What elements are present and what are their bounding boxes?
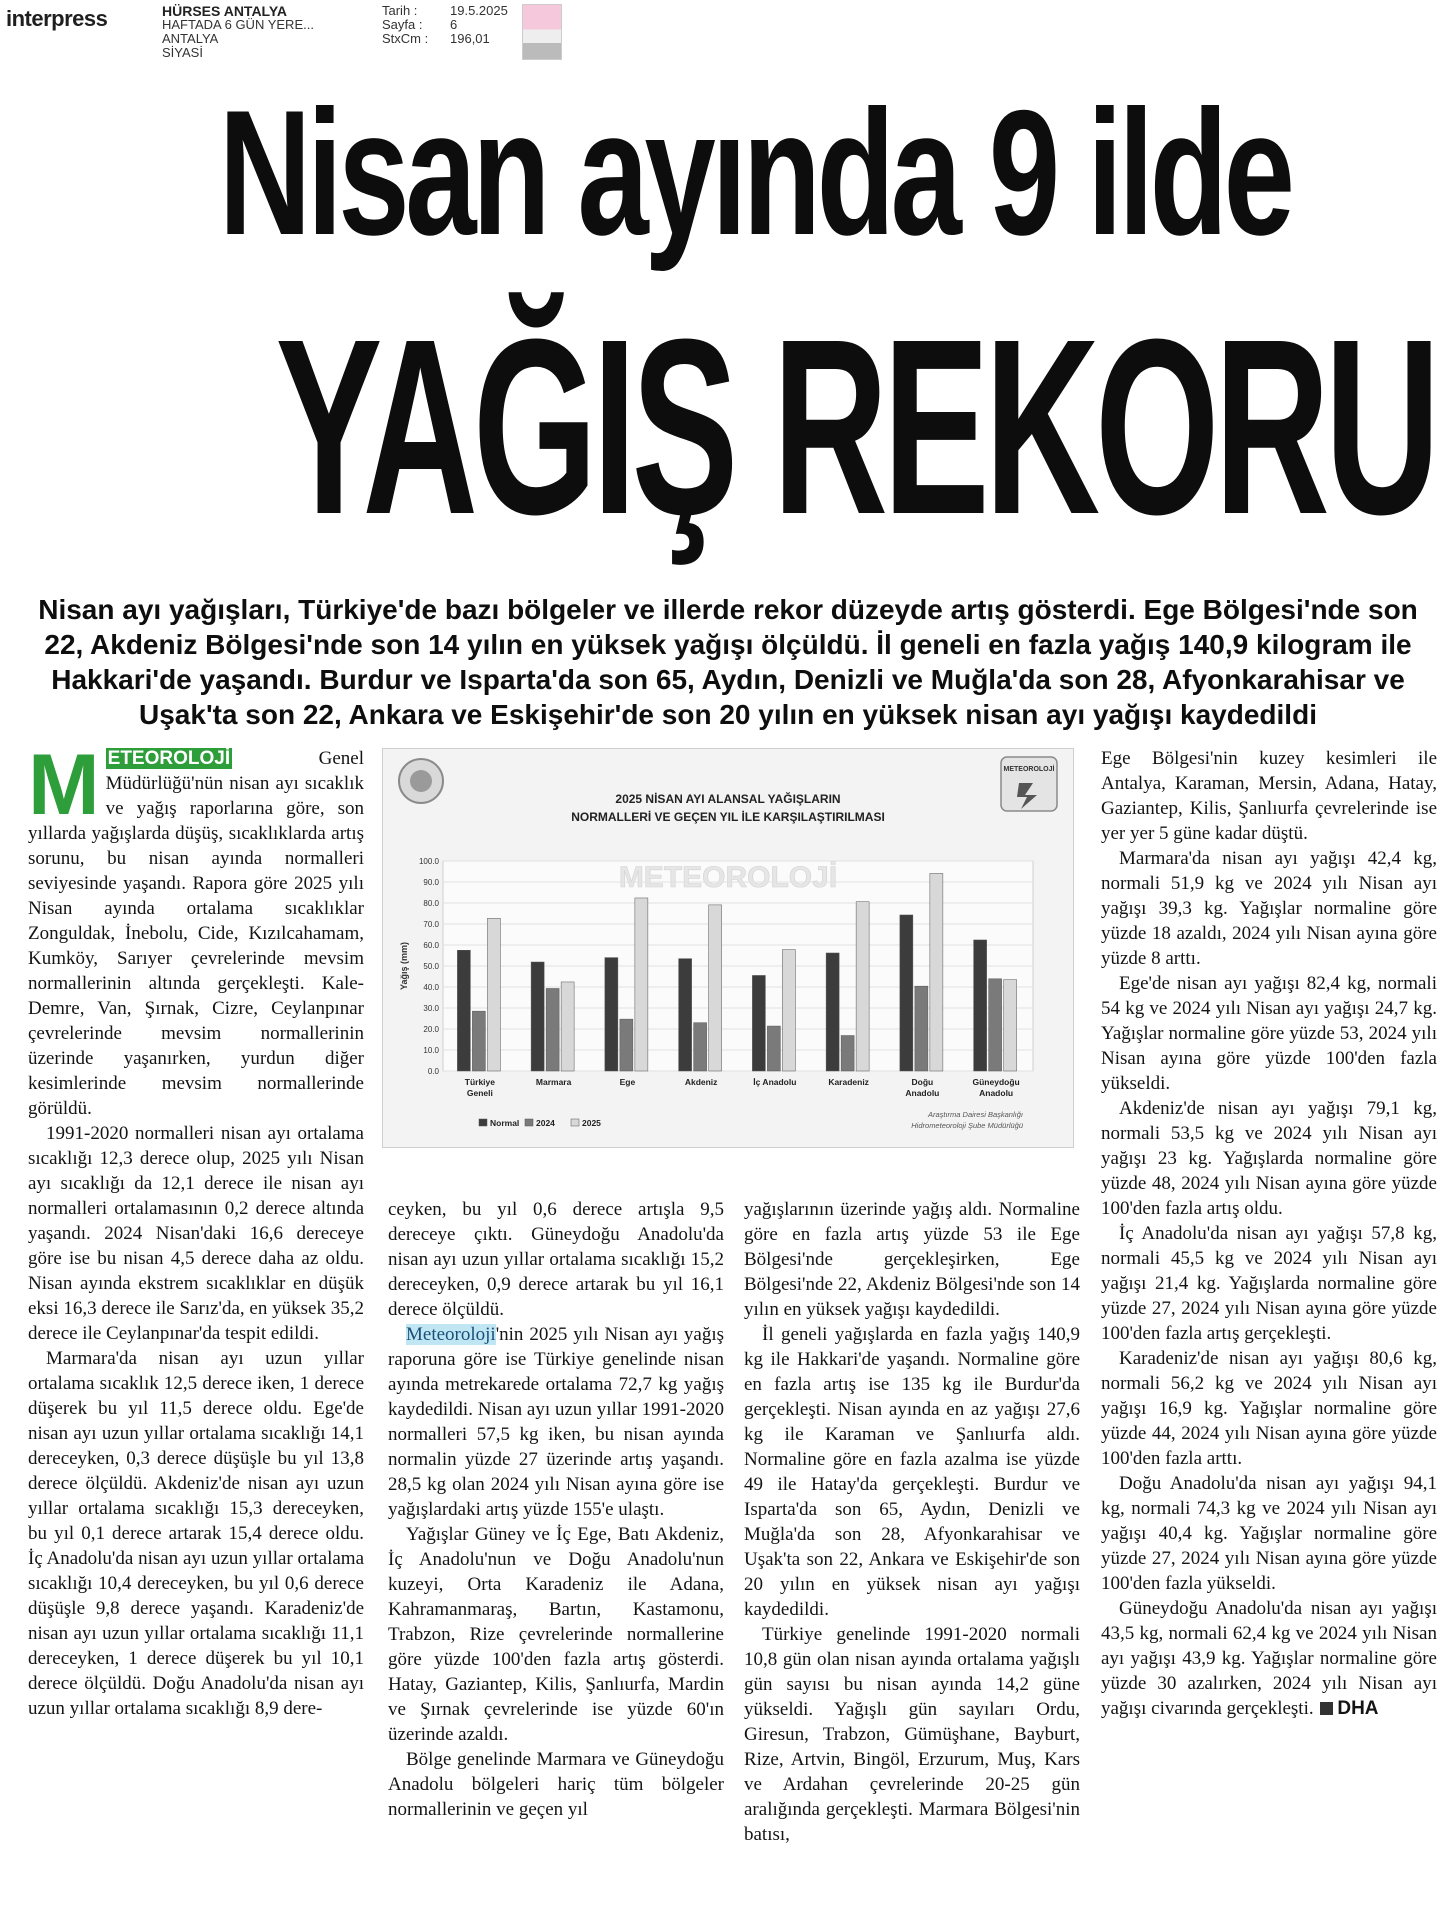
y-tick-label: 80.0 — [423, 899, 439, 908]
legend-swatch — [479, 1119, 487, 1126]
y-tick-label: 70.0 — [423, 920, 439, 929]
y-tick-label: 40.0 — [423, 983, 439, 992]
legend-label: Normal — [490, 1118, 520, 1128]
article-column-2 — [388, 1197, 724, 1822]
legend-label: 2025 — [582, 1118, 601, 1128]
chart-source-line: Hidrometeoroloji Şube Müdürlüğü — [911, 1121, 1023, 1130]
bar-2025 — [782, 950, 795, 1071]
bar-normal — [457, 950, 470, 1071]
headline-line-1: Nisan ayında 9 ilde — [218, 73, 1291, 272]
article-column-3 — [744, 1197, 1080, 1847]
article-paragraph: 1991-2020 normalleri nisan ayı ortalama sıcaklığı 12,3 derece olup, 2025 yılı Nisan ayı sıcaklığı da 12,1 derece ile nisan ayı normalleri ortalamasının 0,2 derece altında yaşandı. 2024 Nisan'daki 16,6 dereceye göre ise bu nisan 4,5 derece daha az oldu. Nisan ayında ekstrem sıcaklıklar en düşük eksi 16,3 derece ile Sarız'da, en yüksek 35,2 derece ile Ceylanpınar'da tespit edildi. — [28, 1123, 364, 1344]
legend-swatch — [525, 1119, 533, 1126]
x-tick-label: Karadeniz — [828, 1077, 869, 1087]
y-tick-label: 20.0 — [423, 1025, 439, 1034]
highlighted-word: Meteoroloji — [406, 1324, 496, 1345]
article-paragraph: Yağışlar Güney ve İç Ege, Batı Akdeniz, İç Anadolu'nun ve Doğu Anadolu'nun kuzeyi, Orta Karadeniz ile Adana, Kahramanmaraş, Bartın, Kastamonu, Trabzon, Rize çevrelerinde normallerine göre yüzde 100'den fazla artış gösterdi. Hatay, Gaziantep, Kilis, Şanlıurfa, Mardin ve Şırnak çevrelerinde ise yüzde 60'ın üzerinde azaldı. — [388, 1524, 724, 1745]
x-tick-label: Akdeniz — [684, 1077, 718, 1087]
mgm-emblem-center — [410, 770, 432, 792]
article-column-1 — [28, 737, 364, 1721]
article-paragraph: Türkiye genelinde 1991-2020 normali 10,8 gün olan nisan ayında ortalama yağışlı gün sayısı bu nisan ayında 14,2 güne yükseldi. Yağışlı gün sayıları Ordu, Giresun, Trabzon, Gümüşhane, Bayburt, Rize, Artvin, Bingöl, Erzurum, Muş, Kars ve Ardahan çevrelerinde 20-25 gün aralığında gerçekleşti. Marmara Bölgesi'nin batısı, — [744, 1624, 1080, 1845]
article-paragraph: Doğu Anadolu'da nisan ayı yağışı 94,1 kg, normali 74,3 kg ve 2024 yılı Nisan ayı yağışı 40,4 kg. Yağışlar normaline göre yüzde 27, 2024 yılı Nisan ayına göre yüzde 100'den fazla yükseldi. — [1101, 1473, 1437, 1594]
article-paragraph: Karadeniz'de nisan ayı yağışı 80,6 kg, normali 56,2 kg ve 2024 yılı Nisan ayı yağışı 16,9 kg. Yağışlar normaline göre yüzde 44, 2024 yılı Nisan ayına göre yüzde 100'den fazla arttı. — [1101, 1348, 1437, 1469]
legend-swatch — [571, 1119, 579, 1126]
bar-2025 — [856, 902, 869, 1071]
x-tick-label: Marmara — [535, 1077, 572, 1087]
article-paragraph: Akdeniz'de nisan ayı yağışı 79,1 kg, normali 53,5 kg ve 2024 yılı Nisan ayı yağışı 23 kg. Yağışlarda normaline göre yüzde 48, 2024 yılı Nisan ayına göre yüzde 100'den fazla artış oldu. — [1101, 1098, 1437, 1219]
article-paragraph: Bölge genelinde Marmara ve Güneydoğu Anadolu bölgeleri hariç tüm bölgeler normallerinin ve geçen yıl — [388, 1749, 724, 1820]
bar-normal — [679, 959, 692, 1071]
rainfall-chart — [382, 748, 1074, 1148]
y-tick-label: 30.0 — [423, 1004, 439, 1013]
lead-word: ETEOROLOJİ — [107, 748, 231, 769]
bar-2024 — [546, 988, 559, 1071]
paragraph-text: 'nin 2025 yılı Nisan ayı yağış raporuna göre ise Türkiye genelinde nisan ayında metrekarede ortalama 72,7 kg yağış kaydedildi. Nisan ayı uzun yıllar 1991-2020 normalleri 57,5 kg iken, bu nisan ayında normalin yüzde 27 üzerinde artış yaşandı. 28,5 kg olan 2024 yılı Nisan ayına göre ise yağışlardaki artış yüzde 155'e ulaştı. — [388, 1324, 724, 1520]
clipping-meta — [382, 4, 508, 46]
y-tick-label: 90.0 — [423, 878, 439, 887]
meta-value: 6 — [450, 17, 458, 32]
article-paragraph — [1101, 1596, 1437, 1721]
bar-normal — [605, 958, 618, 1071]
y-tick-label: 100.0 — [418, 857, 439, 866]
clipping-header — [0, 0, 1456, 70]
legend-label: 2024 — [536, 1118, 555, 1128]
article-column-4 — [1101, 746, 1437, 1721]
publication-info — [162, 4, 314, 60]
bar-2024 — [915, 986, 928, 1071]
bar-normal — [826, 953, 839, 1071]
logo-text: interpress — [6, 6, 108, 31]
article-paragraph — [388, 1322, 724, 1522]
meta-label: Sayfa : — [382, 17, 423, 32]
headline-line-2: YAĞIŞ REKORU — [275, 287, 1436, 566]
bar-2025 — [1004, 980, 1017, 1071]
chart-source-line: Araştırma Dairesi Başkanlığı — [927, 1110, 1023, 1119]
bar-2025 — [487, 918, 500, 1071]
chart-subtitle: NORMALLERİ VE GEÇEN YIL İLE KARŞILAŞTIRILMASI — [571, 810, 885, 824]
x-tick-label: Güneydoğu — [972, 1077, 1020, 1087]
article-paragraph: Ege Bölgesi'nin kuzey kesimleri ile Antalya, Karaman, Mersin, Adana, Hatay, Gaziantep, Kilis, Şanlıurfa çevrelerinde ise yer yer 5 güne kadar düştü. — [1101, 748, 1437, 844]
bar-normal — [531, 962, 544, 1071]
meta-row-page — [382, 18, 508, 32]
y-tick-label: 10.0 — [423, 1046, 439, 1055]
y-tick-label: 60.0 — [423, 941, 439, 950]
article-paragraph: Marmara'da nisan ayı yağışı 42,4 kg, normali 51,9 kg ve 2024 yılı Nisan ayı yağışı 39,3 kg. Yağışlar normaline göre yüzde 18 azaldı, 2024 yılı Nisan ayına göre yüzde 8 arttı. — [1101, 848, 1437, 969]
bar-normal — [752, 975, 765, 1071]
square-icon — [1320, 1702, 1333, 1715]
publication-name: HÜRSES ANTALYA — [162, 3, 287, 19]
x-tick-label: Anadolu — [905, 1088, 940, 1098]
x-tick-label: Doğu — [911, 1077, 934, 1087]
bar-normal — [974, 940, 987, 1071]
bar-2025 — [930, 873, 943, 1071]
bar-2024 — [989, 979, 1002, 1071]
bar-2024 — [472, 1011, 485, 1071]
y-tick-label: 0.0 — [427, 1067, 439, 1076]
x-tick-label: Türkiye — [464, 1077, 495, 1087]
bar-2024 — [841, 1036, 854, 1071]
publication-city: ANTALYA — [162, 31, 219, 46]
meta-value: 196,01 — [450, 31, 490, 46]
meta-row-date — [382, 4, 508, 18]
y-axis-label: Yağış (mm) — [399, 941, 409, 991]
logo-text: METEOROLOJİ — [1003, 766, 1055, 773]
meta-row-stxcm — [382, 32, 508, 46]
dropcap: M — [28, 737, 100, 833]
y-tick-label: 50.0 — [423, 962, 439, 971]
spot-text: Nisan ayı yağışları, Türkiye'de bazı bölgeler ve illerde rekor düzeyde artış gösterdi. Ege Bölgesi'nde son 22, Akdeniz Bölgesi'nde son 14 yılın en yüksek yağışı ölçüldü. İl geneli en fazla yağış 140,9 kilogram ile Hakkari'de yaşandı. Burdur ve Isparta'da son 65, Aydın, Denizli ve Muğla'da son 28, Afyonkarahisar ve Uşak'ta son 22, Ankara ve Eskişehir'de son 20 yılın en yüksek nisan ayı yağışı kaydedildi — [38, 594, 1418, 730]
agency-signature: DHA — [1337, 1698, 1379, 1719]
bar-2024 — [694, 1023, 707, 1071]
article-paragraph: ceyken, bu yıl 0,6 derece artışla 9,5 dereceye çıktı. Güneydoğu Anadolu'da nisan ayı uzun yıllar ortalama sıcaklığı 15,2 dereceyken, 0,9 derece artarak bu yıl 16,1 derece ölçüldü. — [388, 1199, 724, 1320]
chart-title: 2025 NİSAN AYI ALANSAL YAĞIŞLARIN — [615, 792, 841, 806]
article-paragraph: İç Anadolu'da nisan ayı yağışı 57,8 kg, normali 45,5 kg ve 2024 yılı Nisan ayı yağışı 21,4 kg. Yağışlarda normaline göre yüzde 27, 2024 yılı Nisan ayına göre yüzde 100'den fazla artış gerçekleşti. — [1101, 1223, 1437, 1344]
article-paragraph: Marmara'da nisan ayı uzun yıllar ortalama sıcaklık 12,5 derece iken, 1 derece düşerek bu yıl 11,5 derece oldu. Ege'de nisan ayı uzun yıllar ortalama sıcaklığı 14,1 dereceyken, 0,3 derece düşüşle bu yıl 13,8 derece ölçüldü. Akdeniz'de nisan ayı uzun yıllar ortalama sıcaklığı 15,3 dereceyken, bu yıl 0,1 derece artarak 15,4 derece oldu. İç Anadolu'da nisan ayı uzun yıllar ortalama sıcaklığı 10,4 dereceyken, bu yıl 0,6 derece düşüşle 9,8 derece yaşandı. Karadeniz'de nisan ayı uzun yıllar ortalama sıcaklığı 11,1 dereceyken, 1 derece düşerek bu yıl 10,1 derece ölçüldü. Doğu Anadolu'da nisan ayı uzun yıllar ortalama sıcaklığı 8,9 dere- — [28, 1348, 364, 1719]
bar-2024 — [620, 1019, 633, 1071]
bar-2025 — [561, 982, 574, 1071]
x-tick-label: İç Anadolu — [753, 1077, 797, 1087]
x-tick-label: Anadolu — [979, 1088, 1014, 1098]
bar-2025 — [709, 905, 722, 1071]
bar-2025 — [635, 898, 648, 1071]
x-tick-label: Geneli — [466, 1088, 493, 1098]
bar-normal — [900, 915, 913, 1071]
meta-label: StxCm : — [382, 31, 429, 46]
page-thumbnail[interactable] — [522, 4, 562, 60]
article-paragraph: yağışlarının üzerinde yağış aldı. Normaline göre en fazla artış yüzde 53 ile Ege Bölgesi'nde gerçekleşirken, Ege Bölgesi'nde 22, Akdeniz Bölgesi'nde son 14 yılın en yüksek yağışı kaydedildi. — [744, 1199, 1080, 1320]
rainfall-chart-svg — [383, 749, 1073, 1147]
paragraph-text: Güneydoğu Anadolu'da nisan ayı yağışı 43,5 kg, normali 62,4 kg ve 2024 yılı Nisan ayı yağışı 43,9 kg. Yağışlar normaline göre yüzde 30 azalırken, 2024 yılı Nisan ayı yağışı civarında gerçekleşti. — [1101, 1598, 1437, 1719]
chart-watermark: METEOROLOJİ — [618, 861, 838, 894]
paragraph-text: Genel Müdürlüğü'nün nisan ayı sıcaklık ve yağış raporlarına göre, son yıllarda yağışlarda düşüş, sıcaklıklarda artış sorunu, bu nisan ayında normalleri seviyesinde yaşandı. Rapora göre 2025 yılı Nisan ayında ortalama sıcaklıklar Zonguldak, İnebolu, Cide, Kızılcahamam, Kumköy, Sarıyer çevrelerinde mevsim normallerinin altında gerçekleşti. Kale-Demre, Van, Şırnak, Cizre, Ceylanpınar çevrelerinde mevsim normallerinin üzerinde yaşanırken, yurdun diğer kesimlerinde mevsim normallerinde görüldü. — [28, 748, 364, 1119]
x-tick-label: Ege — [619, 1077, 636, 1087]
interpress-logo — [6, 6, 107, 32]
meta-value: 19.5.2025 — [450, 3, 508, 18]
meta-label: Tarih : — [382, 3, 418, 18]
article-paragraph: İl geneli yağışlarda en fazla yağış 140,9 kg ile Hakkari'de yaşandı. Normaline göre en fazla artış ise 135 kg ile Burdur'da gerçekleşti. Nisan ayında en az yağışı 27,6 kg ile Karaman ve Şanlıurfa aldı. Normaline göre en fazla azalma ise yüzde 49 ile Hatay'da gerçekleşti. Burdur ve Isparta'da son 65, Aydın, Denizli ve Muğla'da son 28, Afyonkarahisar ve Uşak'ta son 22, Ankara ve Eskişehir'de son 20 yılın en yüksek nisan ayı yağışı kaydedildi. — [744, 1324, 1080, 1620]
publication-frequency: HAFTADA 6 GÜN YERE... — [162, 17, 314, 32]
article-paragraph: Ege'de nisan ayı yağışı 82,4 kg, normali 54 kg ve 2024 yılı Nisan ayı yağışı 24,7 kg. Yağışlar normaline göre yüzde 53, 2024 yılı Nisan ayına göre yüzde 100'den fazla yükseldi. — [1101, 973, 1437, 1094]
bar-2024 — [767, 1026, 780, 1071]
publication-section: SİYASİ — [162, 45, 203, 60]
